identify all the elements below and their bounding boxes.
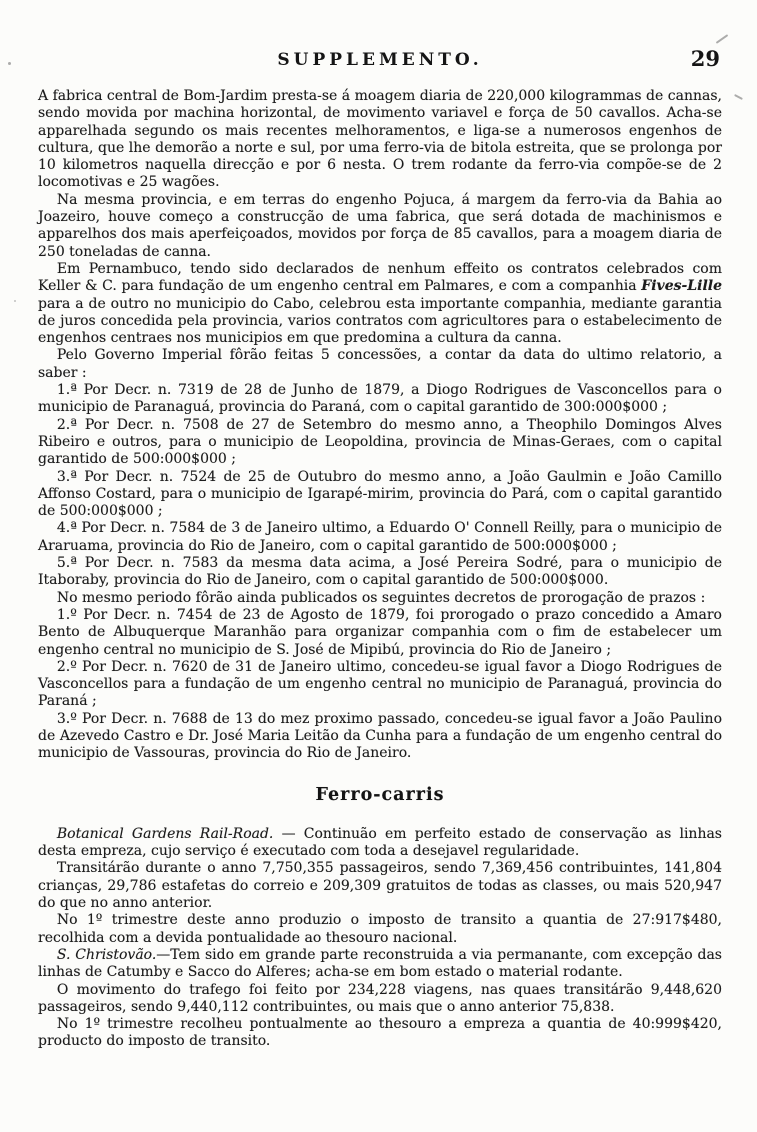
para-pernambuco-pre: Em Pernambuco, tendo sido declarados de nenhum effeito os contratos celebrados com Keller & C. para fundação de um engenho central em Palmares, e com a companhia xyxy=(38,260,722,295)
page-number: 29 xyxy=(690,46,720,71)
page-title: SUPPLEMENTO. xyxy=(277,50,483,70)
decree-item-4: 4.ª Por Decr. n. 7584 de 3 de Janeiro ultimo, a Eduardo O' Connell Reilly, para o municipio de Araruama, provincia do Rio de Janeiro, com o capital garantido de 500:000$000 ; xyxy=(38,520,722,554)
scan-artifact xyxy=(734,94,743,100)
para-botanical-gardens xyxy=(38,826,722,861)
para-thesouro: No 1º trimestre recolheu pontualmente ao thesouro a empreza a quantia de 40:999$420, producto do imposto de transito. xyxy=(38,1016,722,1050)
company-name-s-christovao: S. Christovão. xyxy=(56,946,157,963)
para-s-christovao xyxy=(38,947,722,982)
scan-artifact xyxy=(716,34,729,44)
para-trafego: O movimento do trafego foi feito por 234,228 viagens, nas quaes transitárão 9,448,620 passageiros, sendo 9,440,112 contribuintes, ou mais que o anno anterior 75,838. xyxy=(38,981,722,1015)
para-bom-jardim: A fabrica central de Bom-Jardim presta-se á moagem diaria de 220,000 kilogrammas de cannas, sendo movida por machina horizontal, de movimento variavel e força de 50 cavallos. Acha-se apparelhada segundo os mais recentes melhoramentos, e liga-se a numerosos engenhos de cultura, que lhe demorão a norte e sul, por uma ferro-via de bitola estreita, que se prolonga por 10 kilometros naquella direcção e por 6 nesta. O trem rodante da ferro-via compõe-se de 2 locomotivas e 25 wagões. xyxy=(38,88,722,191)
para-imposto-transito: No 1º trimestre deste anno produzio o imposto de transito a quantia de 27:917$480, recolhida com a devida pontualidade ao thesouro nacional. xyxy=(38,912,722,946)
prorogation-item-3: 3.º Por Decr. n. 7688 de 13 do mez proximo passado, concedeu-se igual favor a João Paulino de Azevedo Castro e Dr. José Maria Leitão da Cunha para a fundação de um engenho central do municipio de Vassouras, provincia do Rio de Janeiro. xyxy=(38,710,722,762)
company-name-fives-lille: Fives-Lille xyxy=(641,278,722,295)
para-prorogacao-intro: No mesmo periodo fôrão ainda publicados os seguintes decretos de prorogação de prazos : xyxy=(56,589,706,606)
prorogation-item-2: 2.º Por Decr. n. 7620 de 31 de Janeiro ultimo, concedeu-se igual favor a Diogo Rodrigues de Vasconcellos para a fundação de um engenho central no municipio de Paranaguá, provincia do Paraná ; xyxy=(38,658,722,710)
prorogation-item-1: 1.º Por Decr. n. 7454 de 23 de Agosto de 1879, foi prorogado o prazo concedido a Amaro Bento de Albuquerque Maranhão para organizar companhia com o fim de estabelecer um engenho central no municipio de S. José de Mipibú, provincia do Rio de Janeiro ; xyxy=(38,606,722,658)
para-passageiros: Transitárão durante o anno 7,750,355 passageiros, sendo 7,369,456 contribuintes, 141,804 crianças, 29,786 estafetas do correio e 209,309 gratuitos de todas as classes, ou mais 520,947 do que no anno anterior. xyxy=(38,860,722,912)
decree-item-3: 3.ª Por Decr. n. 7524 de 25 de Outubro do mesmo anno, a João Gaulmin e João Camillo Affonso Costard, para o municipio de Igarapé-mirim, provincia do Pará, com o capital garantido de 500:000$000 ; xyxy=(38,468,722,520)
section-heading-ferro-carris: Ferro-carris xyxy=(315,784,445,805)
page-header xyxy=(38,46,722,80)
decree-item-1: 1.ª Por Decr. n. 7319 de 28 de Junho de 1879, a Diogo Rodrigues de Vasconcellos para o municipio de Paranaguá, provincia do Paraná, com o capital garantido de 300:000$000 ; xyxy=(38,382,722,416)
para-pernambuco-post: para a de outro no municipio do Cabo, celebrou esta importante companhia, mediante garantia de juros concedida pela provincia, varios contratos com agricultores para o estabelecimento de engenhos centraes nos municipios em que predomina a cultura da canna. xyxy=(38,295,722,347)
page-body xyxy=(38,88,722,1051)
document-page xyxy=(38,46,722,1051)
para-concessoes-intro: Pelo Governo Imperial fôrão feitas 5 concessões, a contar da data do ultimo relatorio, a saber : xyxy=(38,347,722,381)
scan-artifact xyxy=(8,62,11,65)
para-pernambuco xyxy=(38,261,722,347)
para-pojuca: Na mesma provincia, e em terras do engenho Pojuca, á margem da ferro-via da Bahia ao Joazeiro, houve começo a construcção de uma fabrica, que será dotada de machinismos e apparelhos dos mais aperfeiçoados, movidos por força de 85 cavallos, para a moagem diaria de 250 toneladas de canna. xyxy=(38,191,722,260)
para-s-christovao-rest: —Tem sido em grande parte reconstruida a via permanante, com excepção das linhas de Catumby e Sacco do Alferes; acha-se em bom estado o material rodante. xyxy=(38,946,722,981)
scan-artifact xyxy=(14,300,16,302)
para-botanical-gardens-rest: — Continuão em perfeito estado de conservação as linhas desta empreza, cujo serviço é executado com toda a desejavel regularidade. xyxy=(38,825,722,860)
company-name-botanical-gardens: Botanical Gardens Rail-Road. xyxy=(56,825,274,842)
decree-item-5: 5.ª Por Decr. n. 7583 da mesma data acima, a José Pereira Sodré, para o municipio de Itaboraby, provincia do Rio de Janeiro, com o capital garantido de 500:000$000. xyxy=(38,555,722,589)
decree-item-2: 2.ª Por Decr. n. 7508 de 27 de Setembro do mesmo anno, a Theophilo Domingos Alves Ribeiro e outros, para o municipio de Leopoldina, provincia de Minas-Geraes, com o capital garantido de 500:000$000 ; xyxy=(38,416,722,468)
